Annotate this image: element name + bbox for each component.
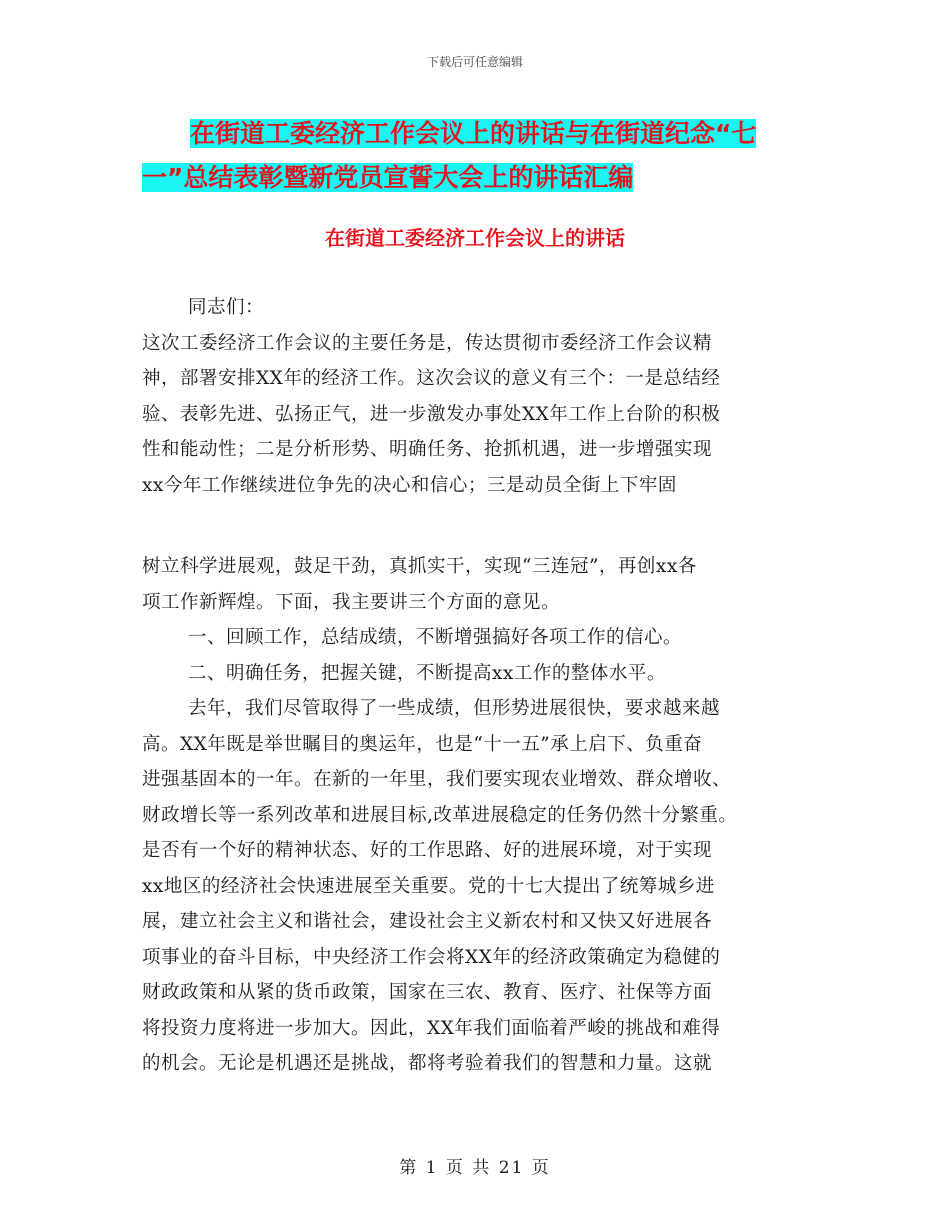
paragraph-line: 财政政策和从紧的货币政策，国家在三农、教育、医疗、社保等方面 (142, 982, 713, 1003)
paragraph-line: 高。XX年既是举世瞩目的奥运年，也是“十一五”承上启下、负重奋 (142, 733, 703, 755)
paragraph-line: 展，建立社会主义和谐社会，建设社会主义新农村和又快又好进展各 (142, 911, 713, 932)
paragraph-line: 是否有一个好的精神状态、好的工作思路、好的进展环境，对于实现 (142, 840, 713, 861)
paragraph-line: xx今年工作继续进位争先的决心和信心；三是动员全街上下牢固 (142, 474, 677, 496)
section-title: 在街道工委经济工作会议上的讲话 (325, 226, 625, 250)
body-block-1 (142, 290, 812, 503)
paragraph-line: 性和能动性；二是分析形势、明确任务、抢抓机遇，进一步增强实现 (142, 439, 713, 460)
header-note: 下载后可任意编辑 (426, 55, 523, 69)
paragraph-line: 树立科学进展观，鼓足干劲，真抓实干，实现“三连冠”，再创xx各 (142, 556, 697, 577)
title-line-1: 在街道工委经济工作会议上的讲话与在街道纪念“七 (190, 119, 757, 148)
paragraph-line: 将投资力度将进一步加大。因此，XX年我们面临着严峻的挑战和难得 (142, 1017, 721, 1039)
paragraph-line: 项工作新辉煌。下面，我主要讲三个方面的意见。 (142, 591, 561, 613)
paragraph-line: 去年，我们尽管取得了一些成绩，但形势进展很快，要求越来越 (188, 698, 721, 719)
paragraph-line: 神，部署安排XX年的经济工作。这次会议的意义有三个：一是总结经 (142, 368, 721, 389)
paragraph-line: xx地区的经济社会快速进展至关重要。党的十七大提出了统筹城乡进 (142, 875, 715, 897)
paragraph-line: 项事业的奋斗目标，中央经济工作会将XX年的经济政策确定为稳健的 (142, 946, 721, 968)
paragraph-line: 同志们： (188, 297, 265, 318)
document-title (142, 112, 842, 200)
paragraph-line: 财政增长等一系列改革和进展目标,改革进展稳定的任务仍然十分繁重。 (142, 804, 738, 826)
paragraph-line: 进强基固本的一年。在新的一年里，我们要实现农业增效、群众增收、 (142, 769, 732, 790)
title-line-2: 一”总结表彰暨新党员宣誓大会上的讲话汇编 (142, 163, 634, 192)
paragraph-line: 验、表彰先进、弘扬正气，进一步激发办事处XX年工作上台阶的积极 (142, 403, 721, 425)
body-block-2 (142, 549, 812, 1082)
paragraph-line: 二、明确任务，把握关键，不断提高xx工作的整体水平。 (188, 662, 666, 684)
paragraph-line: 一、回顾工作，总结成绩，不断增强搞好各项工作的信心。 (188, 627, 683, 648)
page-footer: 第 1 页 共 21 页 (399, 1158, 551, 1178)
paragraph-line: 这次工委经济工作会议的主要任务是，传达贯彻市委经济工作会议精 (142, 332, 713, 354)
paragraph-line: 的机会。无论是机遇还是挑战，都将考验着我们的智慧和力量。这就 (142, 1053, 713, 1074)
